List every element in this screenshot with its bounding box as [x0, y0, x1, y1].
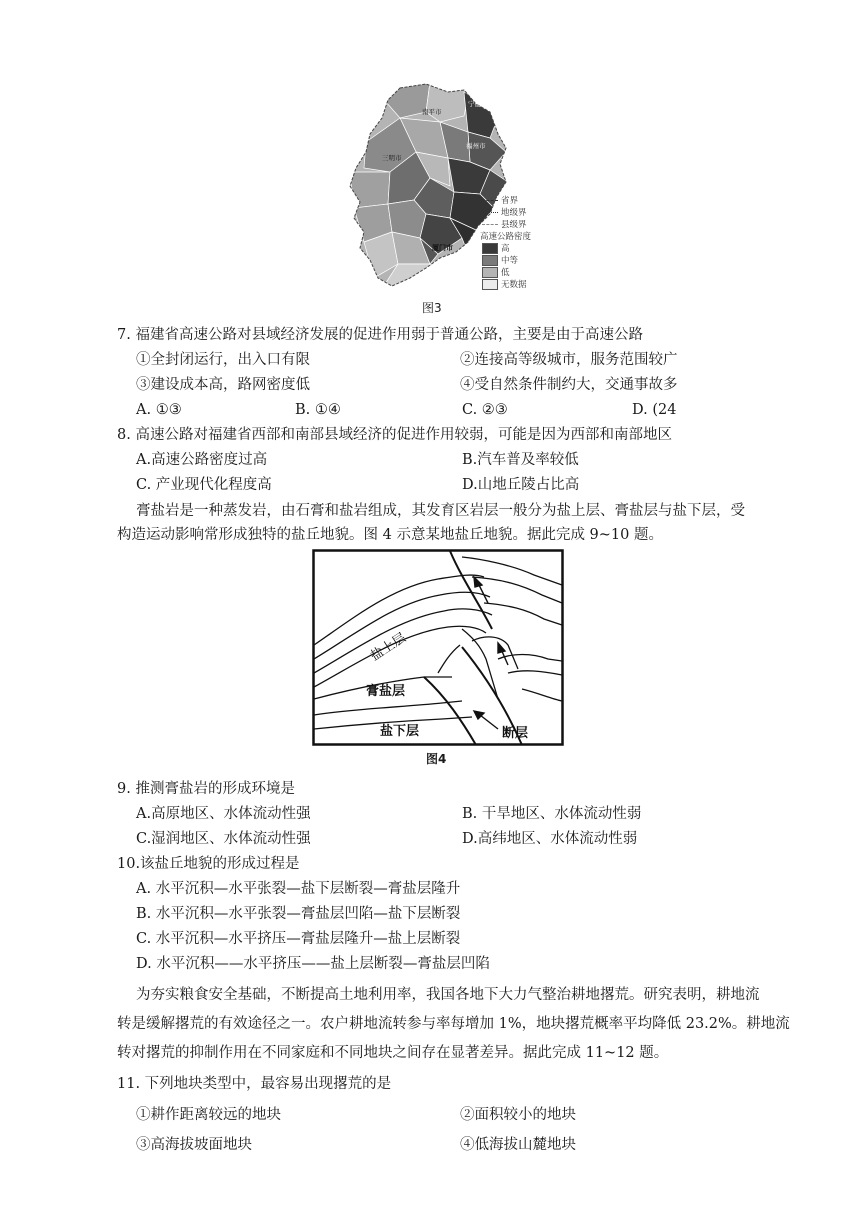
label-fault: 断层: [502, 726, 529, 741]
q7-choice-a[interactable]: A. ①③: [136, 402, 182, 418]
q8-choice-d[interactable]: D.山地丘陵占比高: [462, 477, 580, 493]
map-label-nanping: 南平市: [422, 108, 442, 116]
q9-stem: 9. 推测膏盐岩的形成环境是: [117, 781, 295, 797]
map-label-xiamen: 厦门市: [432, 244, 453, 252]
q8-choice-a[interactable]: A.高速公路密度过高: [136, 452, 268, 468]
legend-prefecture-boundary: 地级界: [482, 206, 527, 218]
q7-stem: 7. 福建省高速公路对县域经济发展的促进作用弱于普通公路，主要是由于高速公路: [117, 327, 643, 343]
q11-option-1: ①耕作距离较远的地块: [136, 1107, 281, 1123]
q11-option-4: ④低海拔山麓地块: [460, 1137, 576, 1153]
q7-option-1: ①全封闭运行，出入口有限: [136, 352, 310, 368]
q7-choice-c[interactable]: C. ②③: [462, 402, 508, 418]
legend-level-nodata: 无数据: [482, 278, 527, 290]
passage-3-line-1: 为夯实粮食安全基础，不断提高土地利用率，我国各地下大力气整治耕地撂荒。研究表明，耕地流: [136, 987, 760, 1003]
legend-level-medium: 中等: [482, 254, 518, 266]
q10-choice-a[interactable]: A. 水平沉积—水平张裂—盐下层断裂—膏盐层隆升: [136, 881, 461, 897]
q11-stem: 11. 下列地块类型中，最容易出现撂荒的是: [117, 1076, 392, 1092]
figure-3: [330, 82, 560, 297]
q7-choice-b[interactable]: B. ①④: [295, 402, 341, 418]
map-label-fuzhou: 福州市: [466, 142, 486, 150]
passage-2-line-2: 构造运动影响常形成独特的盐丘地貌。图 4 示意某地盐丘地貌。据此完成 9~10 题。: [117, 527, 663, 543]
map-label-sanming: 三明市: [382, 154, 402, 162]
q8-choice-b[interactable]: B.汽车普及率较低: [462, 452, 579, 468]
q11-option-3: ③高海拔坡面地块: [136, 1137, 252, 1153]
q10-choice-d[interactable]: D. 水平沉积——水平挤压——盐上层断裂—膏盐层凹陷: [136, 956, 490, 972]
q10-choice-b[interactable]: B. 水平沉积—水平张裂—膏盐层凹陷—盐下层断裂: [136, 906, 461, 922]
salt-dome-diagram: [312, 549, 564, 746]
q7-choice-d[interactable]: D. (24: [632, 402, 677, 418]
q9-choice-a[interactable]: A.高原地区、水体流动性强: [136, 806, 311, 822]
fujian-highway-density-map: [330, 82, 560, 297]
legend-province-boundary: 省界: [482, 194, 518, 206]
q9-choice-b[interactable]: B. 干旱地区、水体流动性弱: [462, 806, 642, 822]
label-lower-salt-layer: 盐下层: [380, 724, 420, 739]
passage-2-line-1: 膏盐岩是一种蒸发岩，由石膏和盐岩组成，其发育区岩层一般分为盐上层、膏盐层与盐下层，受: [136, 503, 745, 519]
q10-choice-c[interactable]: C. 水平沉积—水平挤压—膏盐层隆升—盐上层断裂: [136, 931, 461, 947]
legend-level-low: 低: [482, 266, 510, 278]
passage-3-line-2: 转是缓解撂荒的有效途径之一。农户耕地流转参与率每增加 1%，地块撂荒概率平均降低 23.2%。耕地流: [117, 1016, 790, 1032]
passage-3-line-3: 转对撂荒的抑制作用在不同家庭和不同地块之间存在显著差异。据此完成 11~12 题。: [117, 1045, 669, 1061]
q8-stem: 8. 高速公路对福建省西部和南部县域经济的促进作用较弱，可能是因为西部和南部地区: [117, 427, 672, 443]
figure-4: [312, 549, 564, 746]
figure-3-caption: 图3: [422, 301, 442, 315]
figure-4-caption: 图4: [426, 752, 447, 766]
legend-county-boundary: 县级界: [482, 218, 527, 230]
map-label-ningde: 宁德市: [468, 100, 488, 108]
legend-level-high: 高: [482, 242, 510, 254]
q7-option-2: ②连接高等级城市，服务范围较广: [460, 352, 678, 368]
label-upper-salt-layer: 盐上层: [368, 630, 409, 665]
legend-title: 高速公路密度: [480, 232, 532, 242]
q7-option-4: ④受自然条件制约大，交通事故多: [460, 377, 678, 393]
q10-stem: 10.该盐丘地貌的形成过程是: [117, 856, 300, 872]
q11-option-2: ②面积较小的地块: [460, 1107, 576, 1123]
q8-choice-c[interactable]: C. 产业现代化程度高: [136, 477, 272, 493]
q9-choice-c[interactable]: C.湿润地区、水体流动性强: [136, 831, 311, 847]
label-gypsum-salt-layer: 膏盐层: [366, 684, 406, 699]
q9-choice-d[interactable]: D.高纬地区、水体流动性弱: [462, 831, 638, 847]
q7-option-3: ③建设成本高，路网密度低: [136, 377, 310, 393]
